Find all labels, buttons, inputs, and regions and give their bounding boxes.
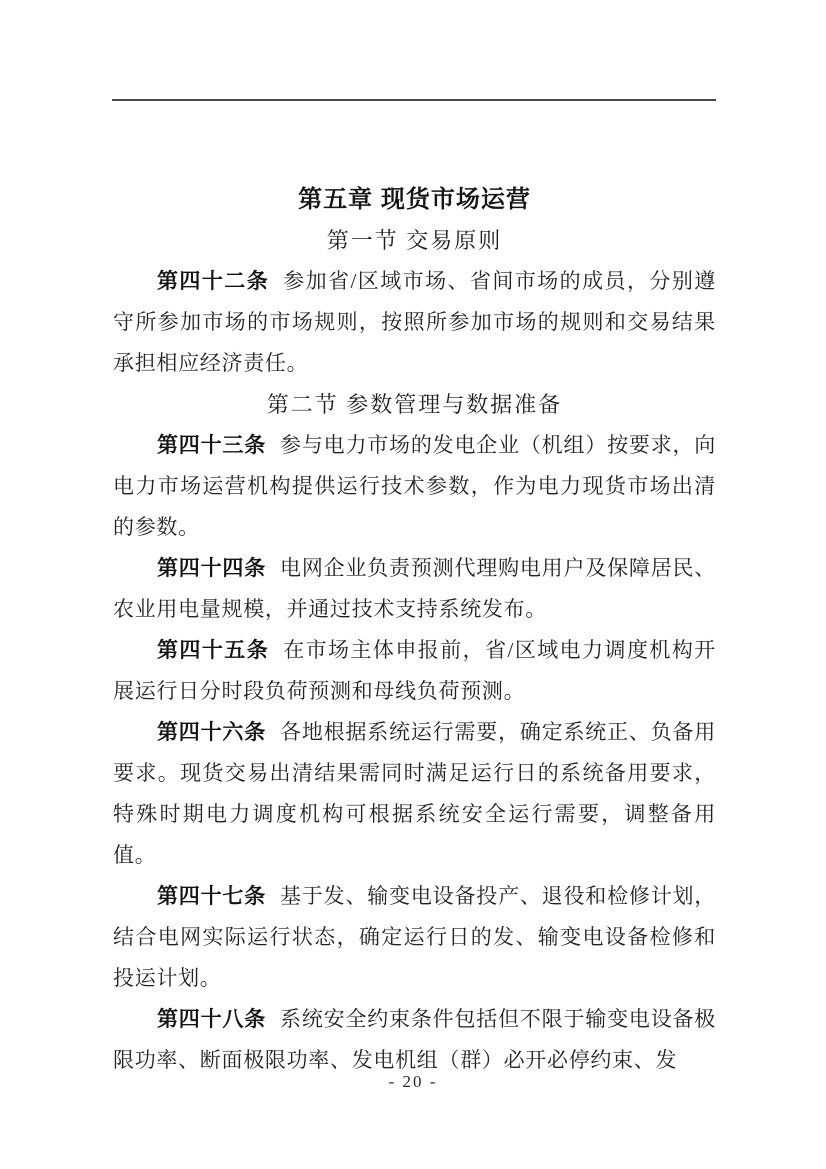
article-42-paragraph — [113, 261, 716, 384]
article-47-text: 基于发、输变电设备投产、退役和检修计划，结合电网实际运行状态，确定运行日的发、输变电设备检修和投运计划。 — [113, 884, 717, 990]
page-footer — [0, 1070, 826, 1094]
article-43-number: 第四十三条 — [157, 433, 267, 457]
article-43-paragraph — [113, 425, 716, 548]
article-43-text: 参与电力市场的发电企业（机组）按要求，向电力市场运营机构提供运行技术参数，作为电力现货市场出清的参数。 — [113, 433, 717, 539]
article-46-number: 第四十六条 — [157, 720, 267, 744]
article-48-text: 系统安全约束条件包括但不限于输变电设备极限功率、断面极限功率、发电机组（群）必开必停约束、发 — [113, 1007, 717, 1072]
article-42-number: 第四十二条 — [157, 269, 270, 293]
article-48-number: 第四十八条 — [157, 1007, 267, 1031]
article-44-paragraph — [113, 548, 716, 630]
article-44-number: 第四十四条 — [157, 556, 267, 580]
article-45-number: 第四十五条 — [157, 638, 270, 662]
header-rule — [112, 99, 716, 101]
article-46-paragraph — [113, 712, 716, 876]
article-48-paragraph — [113, 999, 716, 1081]
chapter-title: 第五章 现货市场运营 — [298, 186, 531, 213]
article-45-text: 在市场主体申报前，省/区域电力调度机构开展运行日分时段负荷预测和母线负荷预测。 — [113, 638, 716, 703]
section-title-2: 第二节 参数管理与数据准备 — [266, 392, 563, 417]
article-45-paragraph — [113, 630, 716, 712]
document-content — [113, 179, 716, 1081]
article-47-paragraph — [113, 876, 716, 999]
article-47-number: 第四十七条 — [157, 884, 267, 908]
article-44-text: 电网企业负责预测代理购电用户及保障居民、农业用电量规模，并通过技术支持系统发布。 — [113, 556, 717, 621]
section-title-1: 第一节 交易原则 — [326, 228, 503, 253]
article-42-text: 参加省/区域市场、省间市场的成员，分别遵守所参加市场的市场规则，按照所参加市场的规则和交易结果承担相应经济责任。 — [113, 269, 716, 375]
page-number: - 20 - — [388, 1072, 438, 1091]
article-46-text: 各地根据系统运行需要，确定系统正、负备用要求。现货交易出清结果需同时满足运行日的系统备用要求，特殊时期电力调度机构可根据系统安全运行需要，调整备用值。 — [113, 720, 717, 867]
